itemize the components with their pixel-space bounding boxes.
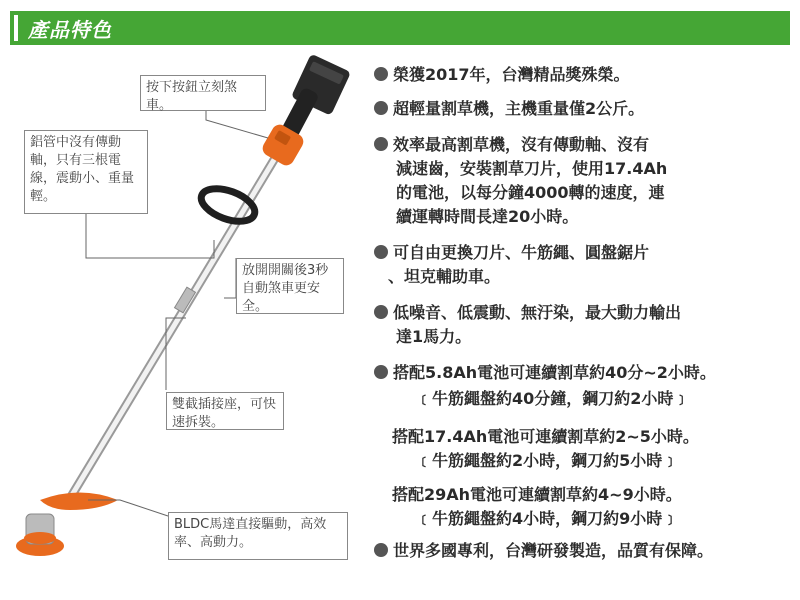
release-leader [224,258,236,298]
feature-efficiency-line3: 的電池，以每分鐘4000轉的速度，連 [396,183,665,202]
feature-battery-174: 搭配17.4Ah電池可連續割草約2~5小時。 [392,427,699,446]
bullet-icon [374,305,388,319]
callout-motor: BLDC馬達直接驅動，高效率、高動力。 [168,512,348,560]
section-title: 產品特色 [28,18,112,42]
feature-low-noise: 低噪音、低震動、無汙染，最大動力輸出 [374,302,681,324]
feature-accessories-line2: 、坦克輔助車。 [388,267,501,286]
feature-efficiency: 效率最高割草機，沒有傳動軸、沒有 [374,134,649,156]
bullet-icon [374,101,388,115]
bullet-icon [374,245,388,259]
bullet-icon [374,365,388,379]
bullet-icon [374,543,388,557]
callout-brake: 按下按鈕立刻煞車。 [140,75,266,111]
blade-guard [40,493,118,511]
spool [24,532,56,544]
bullet-icon [374,137,388,151]
feature-efficiency-line4: 續運轉時間長達20小時。 [396,207,579,226]
loop-handle [197,182,259,227]
feature-battery-29-detail: ﹝牛筋繩盤約4小時，鋼刀約9小時﹞ [416,509,679,528]
feature-battery-29: 搭配29Ah電池可連續割草約4~9小時。 [392,485,682,504]
feature-lightweight: 超輕量割草機，主機重量僅2公斤。 [374,98,644,120]
callout-connector: 雙截插接座，可快速拆裝。 [166,392,284,430]
bullet-icon [374,67,388,81]
feature-battery-58-detail: ﹝牛筋繩盤約40分鐘，鋼刀約2小時﹞ [416,389,690,408]
feature-accessories: 可自由更換刀片、牛筋繩、圓盤鋸片 [374,242,649,264]
aluminum-leader [86,214,214,258]
callout-aluminum: 鋁管中沒有傳動軸，只有三根電線，震動小、重量輕。 [24,130,148,214]
feature-patent: 世界多國專利，台灣研發製造，品質有保障。 [374,540,713,562]
feature-low-noise-line2: 達1馬力。 [396,327,472,346]
callout-release: 放開開關後3秒自動煞車更安全。 [236,258,344,314]
brake-leader [206,110,268,138]
feature-battery-174-detail: ﹝牛筋繩盤約2小時，鋼刀約5小時﹞ [416,451,679,470]
feature-efficiency-line2: 減速齒，安裝割草刀片，使用17.4Ah [396,159,668,178]
feature-battery-58: 搭配5.8Ah電池可連續割草約40分~2小時。 [374,362,716,384]
feature-award: 榮獲2017年，台灣精品獎殊榮。 [374,64,630,86]
